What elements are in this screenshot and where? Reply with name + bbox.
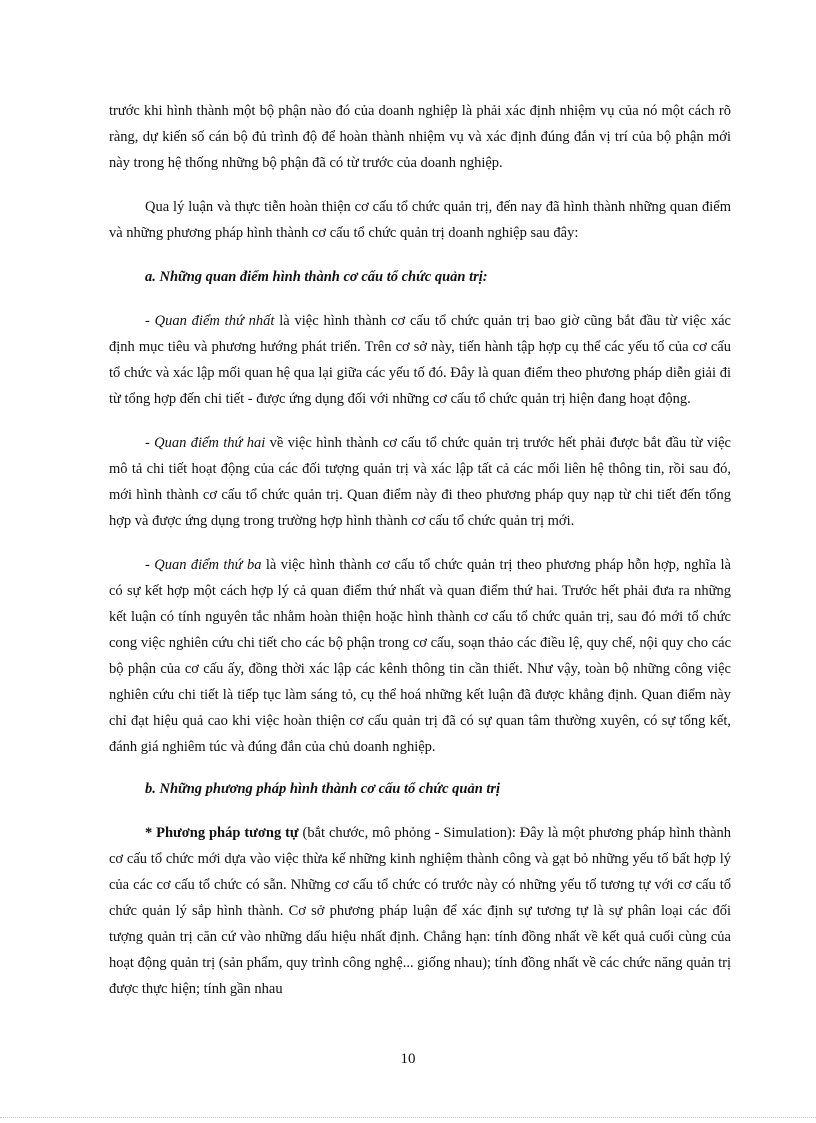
section-heading-b: b. Những phương pháp hình thành cơ cấu tổ chức quản trị [145,781,501,797]
method-1-text: (bắt chước, mô phỏng - Simulation): Đây là một phương pháp hình thành cơ cấu tổ chức mới dựa vào việc thừa kế những kinh nghiệm thành công và gạt bỏ những yếu tố bất hợp lý của các cơ cấu tổ chức có sẵn. Những cơ cấu tổ chức có trước này có những yếu tố tương tự với cơ cấu tổ chức quản lý sắp hình thành. Cơ sở phương pháp luận để xác định sự tương tự là sự phân loại các đối tượng quản trị căn cứ vào những dấu hiệu nhất định. Chẳng hạn: tính đồng nhất về kết quả cuối cùng của hoạt động quản trị (sản phẩm, quy trình công nghệ... giống nhau); tính đồng nhất về các chức năng quản trị được thực hiện; tính gần nhau [109,825,731,997]
section-heading-a: a. Những quan điểm hình thành cơ cấu tổ chức quản trị: [145,269,488,285]
paragraph-continuation: trước khi hình thành một bộ phận nào đó của doanh nghiệp là phải xác định nhiệm vụ của nó một cách rõ ràng, dự kiến số cán bộ đủ trình độ để hoàn thành nhiệm vụ và xác định đúng đắn vị trí của bộ phận mới này trong hệ thống những bộ phận đã có từ trước của doanh nghiệp. [109,103,731,171]
paragraph-method-1 [109,820,731,1002]
method-1-label: * Phương pháp tương tự [145,825,299,841]
viewpoint-2-label: Quan điểm thứ hai [154,435,266,451]
page-bottom-divider [0,1117,816,1118]
paragraph-intro: Qua lý luận và thực tiễn hoàn thiện cơ cấu tổ chức quản trị, đến nay đã hình thành những quan điểm và những phương pháp hình thành cơ cấu tổ chức quản trị doanh nghiệp sau đây: [109,199,731,241]
viewpoint-1-label: Quan điểm thứ nhất [154,313,275,329]
viewpoint-3-prefix: - [145,557,155,573]
viewpoint-2-text: về việc hình thành cơ cấu tổ chức quản trị trước hết phải được bắt đầu từ việc mô tả chi tiết hoạt động của các đối tượng quản trị và xác lập tất cả các mối liên hệ thông tin, rồi sau đó, mới hình thành cơ cấu tổ chức quản trị. Quan điểm này đi theo phương pháp quy nạp từ chi tiết đến tổng hợp và được ứng dụng trong trường hợp hình thành cơ cấu tổ chức quản trị mới. [109,435,731,529]
page-number: 10 [400,1051,416,1067]
paragraph-viewpoint-3 [109,552,731,760]
viewpoint-3-label: Quan điểm thứ ba [154,557,262,573]
document-body [109,98,731,1002]
viewpoint-1-prefix: - [145,313,155,329]
viewpoint-1-text: là việc hình thành cơ cấu tổ chức quản trị bao giờ cũng bắt đầu từ việc xác định mục tiêu và phương hướng phát triển. Trên cơ sở này, tiến hành tập hợp cụ thể các yếu tố của cơ cấu tổ chức và xác lập mối quan hệ qua lại giữa các yếu tố đó. Đây là quan điểm theo phương pháp diễn giải đi từ tổng hợp đến chi tiết - được ứng dụng đối với những cơ cấu tổ chức quản trị hiện đang hoạt động. [109,313,731,407]
viewpoint-3-text: là việc hình thành cơ cấu tổ chức quản trị theo phương pháp hỗn hợp, nghĩa là có sự kết hợp một cách hợp lý cả quan điểm thứ nhất và quan điểm thứ hai. Trước hết phải đưa ra những kết luận có tính nguyên tắc nhằm hoàn thiện hoặc hình thành cơ cấu tổ chức quản trị, sau đó mới tổ chức cong việc nghiên cứu chi tiết cho các bộ phận trong cơ cấu, soạn thảo các điều lệ, quy chế, nội quy cho các bộ phận của cơ cấu ấy, đồng thời xác lập các kênh thông tin cần thiết. Như vậy, toàn bộ những công việc nghiên cứu chi tiết là tiếp tục làm sáng tỏ, cụ thể hoá những kết luận đã được khẳng định. Quan điểm này chỉ đạt hiệu quả cao khi việc hoàn thiện cơ cấu quản trị đã có sự quan tâm thường xuyên, có sự tổng kết, đánh giá nghiêm túc và đúng đắn của chủ doanh nghiệp. [109,557,731,755]
paragraph-viewpoint-1 [109,308,731,412]
viewpoint-2-prefix: - [145,435,155,451]
paragraph-viewpoint-2 [109,430,731,534]
